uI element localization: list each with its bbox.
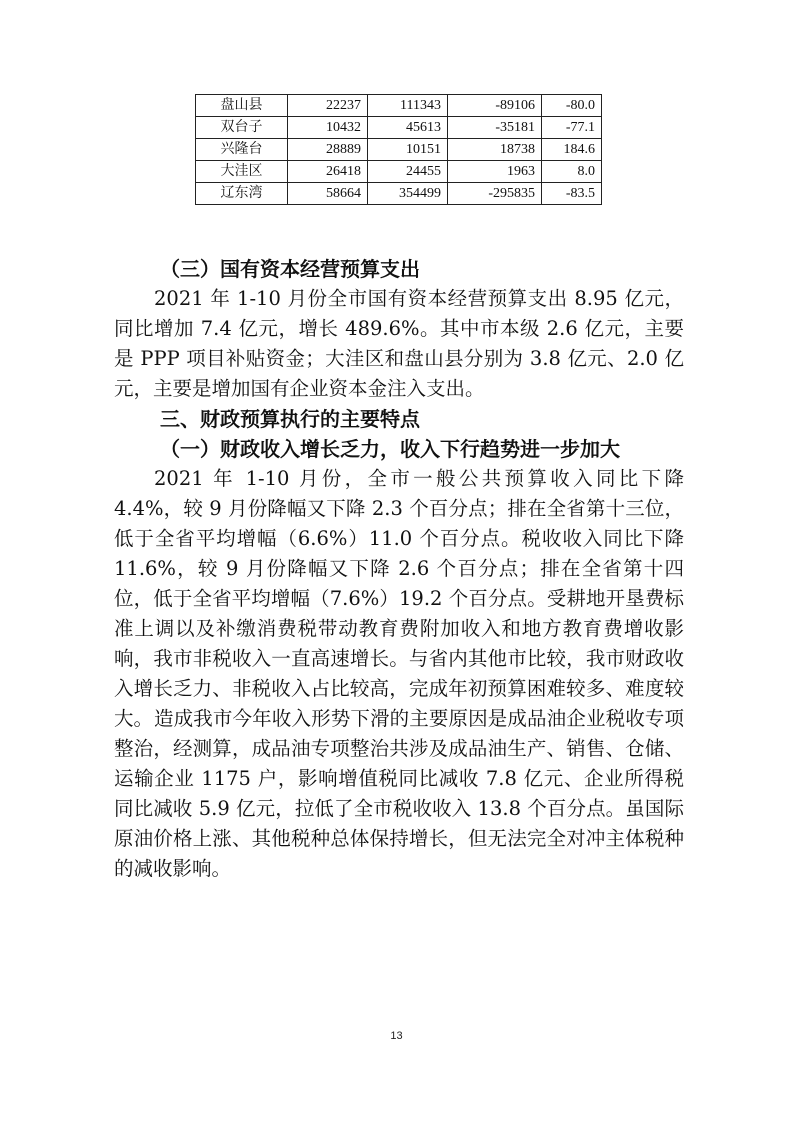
table-row: [196, 183, 602, 205]
subsection-heading-revenue-weak: （一）财政收入增长乏力，收入下行趋势进一步加大: [160, 437, 620, 461]
table-row: [196, 117, 602, 139]
paragraph-revenue-causes: 造成我市今年收入形势下滑的主要原因是成品油企业税收专项整治，经测算，成品油专项整治共涉及成品油生产、销售、仓储、运输企业 1175 户，影响增值税同比减收 7.8 亿元、企业所得税同比减收 5.9 亿元，拉低了全市税收收入 13.8 个百分点。虽国际原油价格上涨、其他税种总体保持增长，但无法完全对冲主体税种的减收影响。: [114, 707, 684, 880]
table-cell: 双台子: [196, 117, 288, 139]
table-cell: 22237: [288, 95, 368, 117]
paragraph-state-capital-expenditure: 2021 年 1-10 月份全市国有资本经营预算支出 8.95 亿元，同比增加 7.4 亿元，增长 489.6%。其中市本级 2.6 亿元，主要是 PPP 项目补贴资金；大洼区和盘山县分别为 3.8 亿元、2.0 亿元，主要是增加国有企业资本金注入支出。: [114, 287, 684, 400]
table-cell: 10151: [368, 139, 448, 161]
table-cell: 兴隆台: [196, 139, 288, 161]
table-cell: 10432: [288, 117, 368, 139]
table-cell: 28889: [288, 139, 368, 161]
table-cell: 26418: [288, 161, 368, 183]
table-cell: 24455: [368, 161, 448, 183]
table-cell: -83.5: [542, 183, 602, 205]
table-cell: 8.0: [542, 161, 602, 183]
section-heading-state-capital-expenditure: （三）国有资本经营预算支出: [160, 257, 420, 281]
table-cell: 354499: [368, 183, 448, 205]
table-cell: -80.0: [542, 95, 602, 117]
table-row: [196, 161, 602, 183]
table-cell: 1963: [448, 161, 542, 183]
table-cell: -89106: [448, 95, 542, 117]
table-cell: 45613: [368, 117, 448, 139]
part-heading-main-features: 三、财政预算执行的主要特点: [160, 407, 420, 431]
table-cell: 184.6: [542, 139, 602, 161]
table-cell: 18738: [448, 139, 542, 161]
table-cell: 111343: [368, 95, 448, 117]
table-cell: 大洼区: [196, 161, 288, 183]
table-cell: 辽东湾: [196, 183, 288, 205]
table-cell: 58664: [288, 183, 368, 205]
paragraph-revenue-summary: 2021 年 1-10 月份，全市一般公共预算收入同比下降 4.4%，较 9 月份降幅又下降 2.3 个百分点；排在全省第十三位，低于全省平均增幅（6.6%）11.0 个百分点。税收收入同比下降 11.6%，较 9 月份降幅又下降 2.6 个百分点；排在全省第十四位，低于全省平均增幅（7.6%）19.2 个百分点。受耕地开垦费标准上调以及补缴消费税带动教育费附加收入和地方教育费增收影响，我市非税收入一直高速增长。与省内其他市比较，我市财政收入增长乏力、非税收入占比较高，完成年初预算困难较多、难度较大。: [114, 467, 684, 730]
page-number: 13: [390, 1030, 403, 1042]
table-row: [196, 139, 602, 161]
table-cell: -77.1: [542, 117, 602, 139]
table-cell: -35181: [448, 117, 542, 139]
table-row: [196, 95, 602, 117]
table-cell: 盘山县: [196, 95, 288, 117]
revenue-table: [195, 94, 602, 205]
table-cell: -295835: [448, 183, 542, 205]
